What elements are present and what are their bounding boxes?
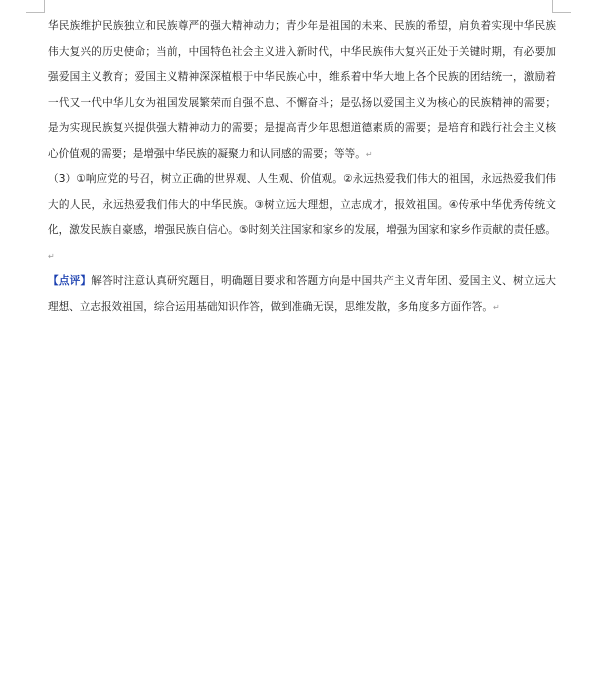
- document-body[interactable]: [48, 14, 556, 320]
- page-corner-mark-top-right: [552, 0, 571, 13]
- paragraph-text: （3）①响应党的号召，树立正确的世界观、人生观、价值观。②永远热爱我们伟大的祖国，永远热爱我们伟大的人民，永远热爱我们伟大的中华民族。③树立远大理想，立志成才，报效祖国。④传承中华优秀传统文化，激发民族自豪感，增强民族自信心。⑤时刻关注国家和家乡的发展，增强为国家和家乡作贡献的责任感。: [48, 173, 556, 236]
- comment-label: 【点评】: [48, 275, 92, 287]
- paragraph-mark: ↵: [365, 149, 373, 159]
- answer-paragraph-continued[interactable]: [48, 14, 556, 167]
- comment-paragraph[interactable]: [48, 269, 556, 320]
- paragraph-text: 华民族维护民族独立和民族尊严的强大精神动力；青少年是祖国的未来、民族的希望，肩负着实现中华民族伟大复兴的历史使命；当前，中国特色社会主义进入新时代，中华民族伟大复兴正处于关键时期，有必要加强爱国主义教育；爱国主义精神深深植根于中华民族心中，维系着中华大地上各个民族的团结统一，激励着一代又一代中华儿女为祖国发展繁荣而自强不息、不懈奋斗；是弘扬以爱国主义为核心的民族精神的需要；是为实现民族复兴提供强大精神动力的需要；是提高青少年思想道德素质的需要；是培育和践行社会主义核心价值观的需要；是增强中华民族的凝聚力和认同感的需要；等等。: [48, 20, 556, 160]
- page-corner-mark-top-left: [26, 0, 45, 13]
- answer-paragraph-3[interactable]: [48, 167, 556, 269]
- paragraph-text: 解答时注意认真研究题目，明确题目要求和答题方向是中国共产主义青年团、爱国主义、树立远大理想、立志报效祖国，综合运用基础知识作答，做到准确无误，思维发散，多角度多方面作答。: [48, 275, 557, 313]
- paragraph-mark: ↵: [48, 251, 55, 261]
- paragraph-mark: ↵: [492, 302, 500, 312]
